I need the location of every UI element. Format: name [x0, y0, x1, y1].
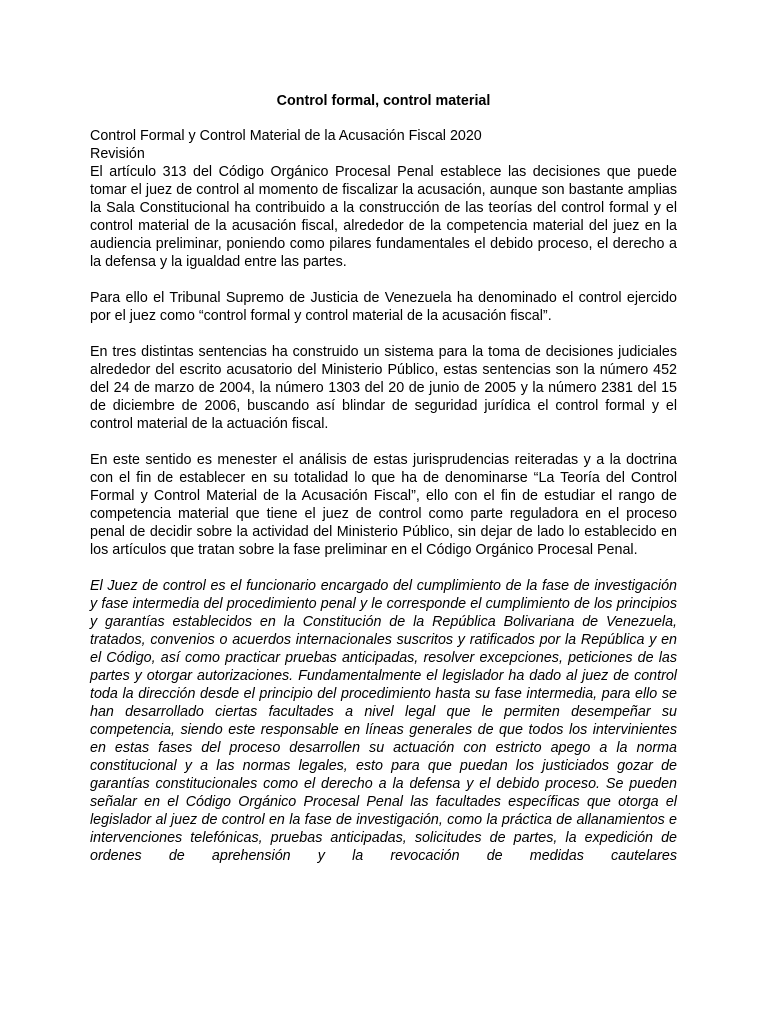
paragraph-1: El artículo 313 del Código Orgánico Procesal Penal establece las decisiones que puede tomar el juez de control al momento de fiscalizar la acusación, aunque son bastante amplias la Sala Constitucional ha contribuido a la construcción de las teorías del control formal y el control material de la acusación fiscal, alrededor de la competencia material del juez en la audiencia preliminar, poniendo como pilares fundamentales el debido proceso, el derecho a la defensa y la igualdad entre las partes.: [90, 164, 677, 270]
paragraph-2: Para ello el Tribunal Supremo de Justicia de Venezuela ha denominado el control ejercido por el juez como “control formal y control material de la acusación fiscal”.: [90, 290, 677, 324]
paragraph-4: En este sentido es menester el análisis de estas jurisprudencias reiteradas y a la doctrina con el fin de establecer en su totalidad lo que ha de denominarse “La Teoría del Control Formal y Control Material de la Acusación Fiscal”, ello con el fin de estudiar el rango de competencia material que tiene el juez de control como parte reguladora en el proceso penal de decidir sobre la actividad del Ministerio Público, sin dejar de lado lo establecido en los artículos que tratan sobre la fase preliminar en el Código Orgánico Procesal Penal.: [90, 452, 677, 558]
italic-paragraph: El Juez de control es el funcionario encargado del cumplimiento de la fase de investigación y fase intermedia del procedimiento penal y le corresponde el cumplimiento de los principios y garantías establecidos en la Constitución de la República Bolivariana de Venezuela, tratados, convenios o acuerdos internacionales suscritos y ratificados por la República y en el Código, así como practicar pruebas anticipadas, resolver excepciones, peticiones de las partes y otorgar autorizaciones. Fundamentalmente el legislador ha dado al juez de control toda la dirección desde el principio del procedimiento hasta su fase intermedia, para ello se han desarrollado ciertas facultades a nivel legal que le permiten desempeñar su competencia, siendo este responsable en líneas generales de que todos los intervinientes en estas fases del proceso desarrollen su actuación con estricto apego a la norma constitucional y a las normas legales, esto para que puedan los justiciados gozar de garantías constitucionales como el derecho a la defensa y el debido proceso. Se pueden señalar en el Código Orgánico Procesal Penal las facultades específicas que otorga el legislador al juez de control en la fase de investigación, como la práctica de allanamientos e intervenciones telefónicas, pruebas anticipadas, solicitudes de partes, la expedición de ordenes de aprehensión y la revocación de medidas cautelares: [90, 578, 677, 864]
document-page: [90, 92, 677, 865]
document-title: Control formal, control material: [276, 93, 491, 109]
document-label: Revisión: [90, 146, 145, 162]
document-subtitle: Control Formal y Control Material de la Acusación Fiscal 2020: [90, 128, 482, 144]
paragraph-3: En tres distintas sentencias ha construido un sistema para la toma de decisiones judiciales alrededor del escrito acusatorio del Ministerio Público, estas sentencias son la número 452 del 24 de marzo de 2004, la número 1303 del 20 de junio de 2005 y la número 2381 del 15 de diciembre de 2006, buscando así blindar de seguridad jurídica el control formal y el control material de la actuación fiscal.: [90, 344, 677, 432]
